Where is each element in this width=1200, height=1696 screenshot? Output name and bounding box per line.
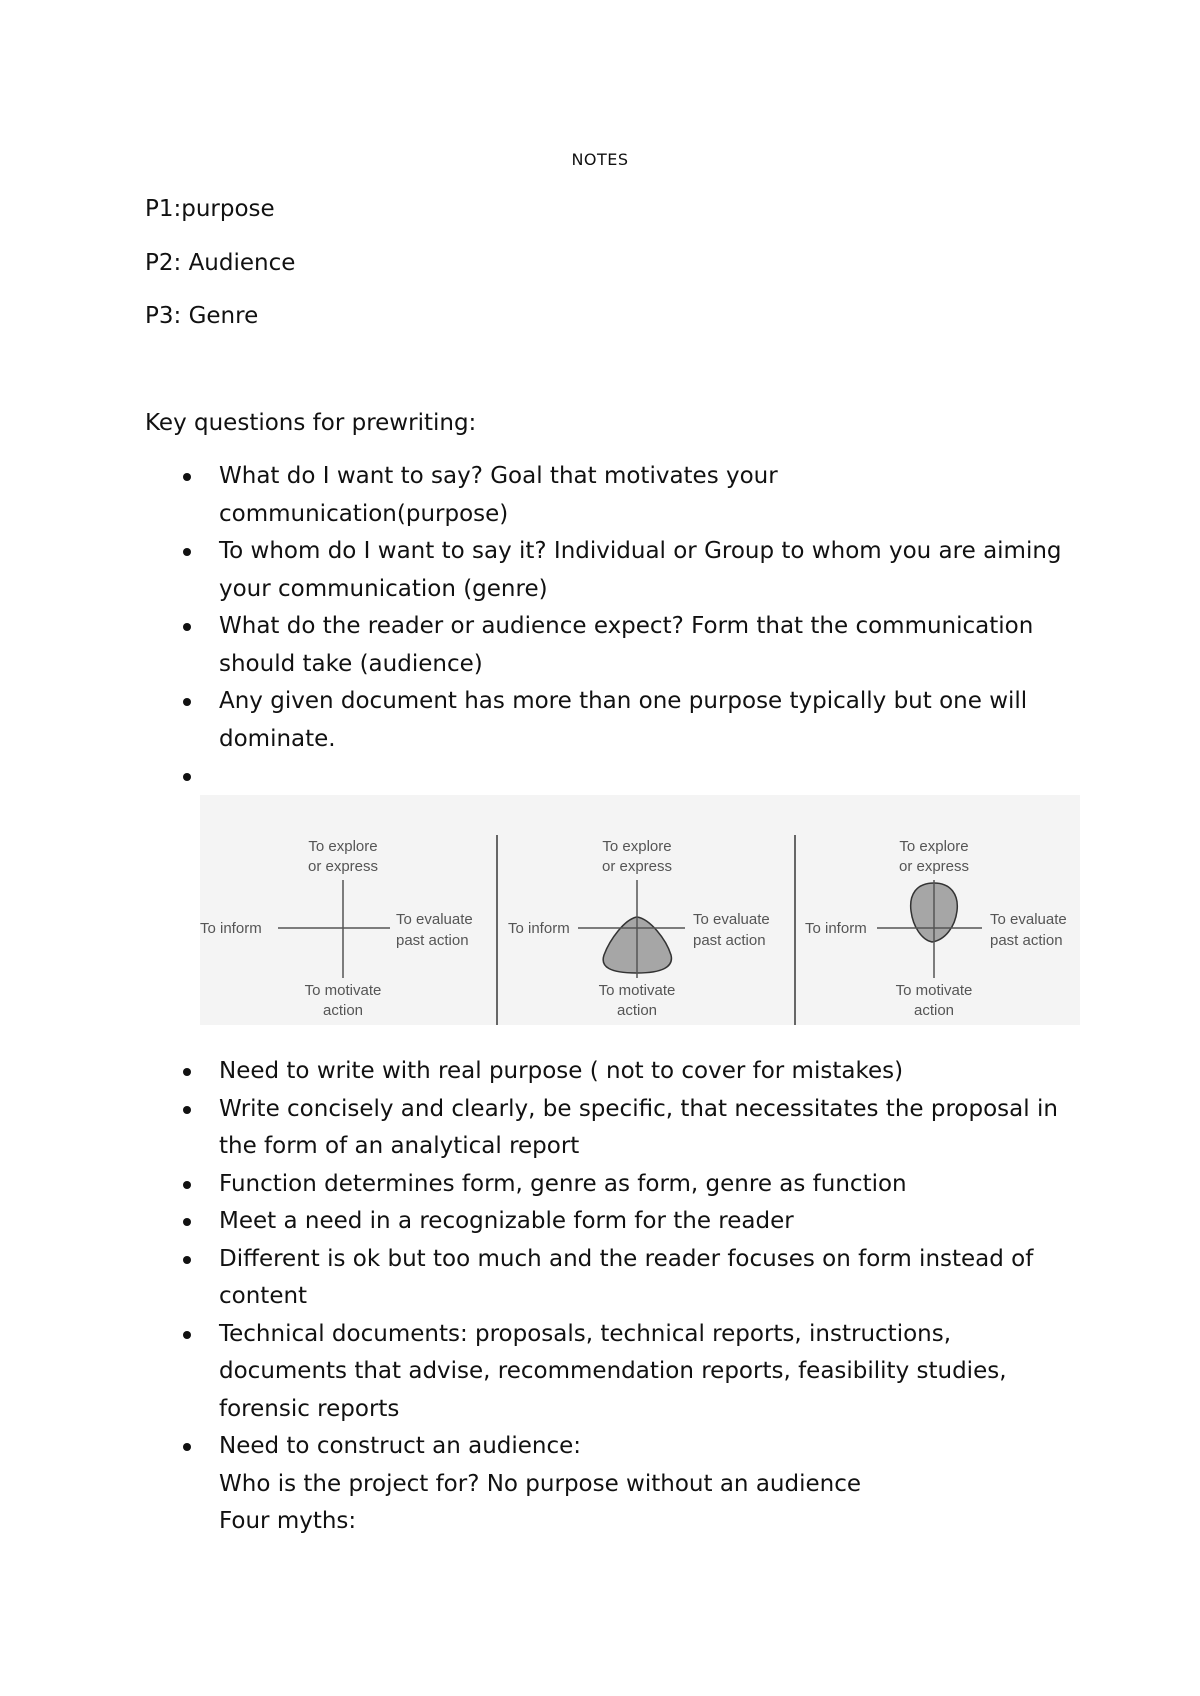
prewriting-question-list: [183, 458, 1063, 796]
right-label: To evaluate: [990, 911, 1067, 928]
left-label: To inform: [200, 920, 262, 937]
top-label: or express: [307, 858, 379, 875]
list-item: What do I want to say? Goal that motivates your communication(purpose): [183, 458, 1063, 533]
left-label: To inform: [508, 920, 570, 937]
purpose-diagram: [200, 795, 1080, 1025]
purpose-notes-list: [183, 1053, 1063, 1541]
purpose-panel-2: [508, 838, 770, 1019]
bottom-label: action: [616, 1002, 658, 1019]
list-item: Write concisely and clearly, be specific, that necessitates the proposal in the form of an analytical report: [183, 1091, 1063, 1166]
bottom-label: action: [322, 1002, 364, 1019]
top-label: or express: [601, 858, 673, 875]
bottom-label: To motivate: [304, 982, 382, 999]
list-item: Function determines form, genre as form, genre as function: [183, 1166, 1063, 1204]
top-label: or express: [898, 858, 970, 875]
list-item: To whom do I want to say it? Individual or Group to whom you are aiming your communication (genre): [183, 533, 1063, 608]
top-label: To explore: [899, 838, 969, 855]
list-item: Technical documents: proposals, technical reports, instructions, documents that advise, recommendation reports, feasibility studies, forensic reports: [183, 1316, 1063, 1429]
right-label: To evaluate: [396, 911, 473, 928]
bottom-label: To motivate: [895, 982, 973, 999]
right-label: To evaluate: [693, 911, 770, 928]
purpose-diagram-figure: [200, 795, 1080, 1025]
p2-line: P2: Audience: [145, 250, 296, 276]
list-item-audience: [183, 1428, 1063, 1541]
page-title: NOTES: [571, 150, 629, 169]
top-label: To explore: [308, 838, 378, 855]
list-item-empty: [183, 758, 1063, 796]
left-label: To inform: [805, 920, 867, 937]
audience-line: Four myths:: [219, 1508, 357, 1534]
list-item: Different is ok but too much and the reader focuses on form instead of content: [183, 1241, 1063, 1316]
list-item: Need to write with real purpose ( not to cover for mistakes): [183, 1053, 1063, 1091]
bottom-label: action: [913, 1002, 955, 1019]
list-item: What do the reader or audience expect? Form that the communication should take (audience): [183, 608, 1063, 683]
list-item: Any given document has more than one purpose typically but one will dominate.: [183, 683, 1063, 758]
key-questions-heading: Key questions for prewriting:: [145, 410, 477, 436]
bottom-label: To motivate: [598, 982, 676, 999]
right-label: past action: [990, 932, 1063, 949]
right-label: past action: [396, 932, 469, 949]
p1-line: P1:purpose: [145, 196, 275, 222]
audience-line: Who is the project for? No purpose without an audience: [219, 1470, 862, 1497]
list-item: Meet a need in a recognizable form for the reader: [183, 1203, 1063, 1241]
top-label: To explore: [602, 838, 672, 855]
right-label: past action: [693, 932, 766, 949]
purpose-panel-3: [805, 838, 1067, 1019]
purpose-panel-1: [200, 838, 473, 1019]
p3-line: P3: Genre: [145, 303, 259, 329]
audience-line: Need to construct an audience:: [219, 1433, 582, 1459]
